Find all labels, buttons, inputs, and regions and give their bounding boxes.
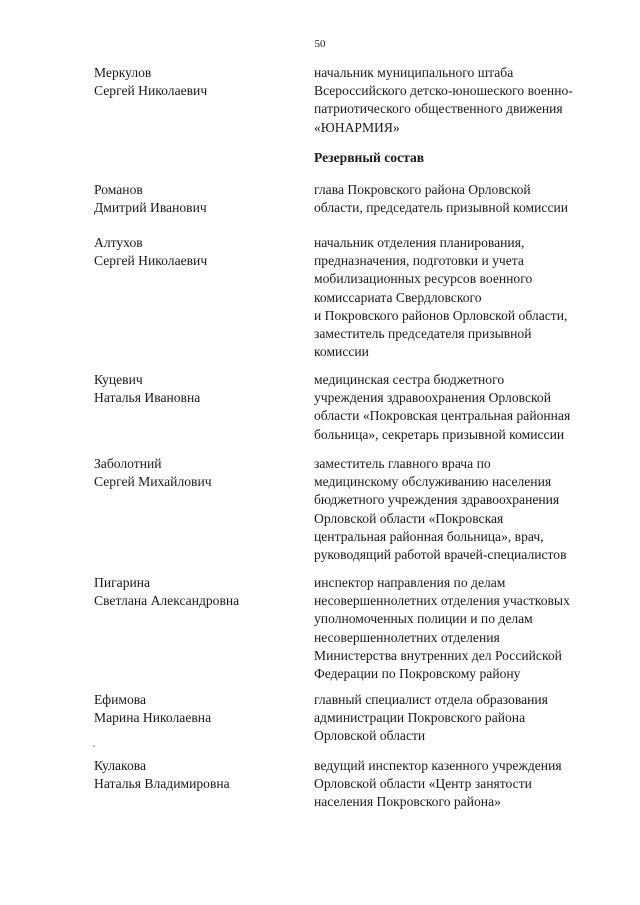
position-line: области «Покровская центральная районная — [314, 408, 571, 424]
member-given-names: Сергей Николаевич — [94, 83, 208, 99]
position-line: инспектор направления по делам — [314, 575, 506, 590]
position-line: Орловской области «Центр занятости — [314, 776, 532, 792]
member-given-names: Наталья Владимировна — [94, 776, 230, 792]
position-line: Федерации по Покровскому району — [314, 666, 521, 682]
position-line: начальник муниципального штаба — [314, 65, 514, 80]
position-line: заместитель главного врача по — [314, 456, 491, 471]
member-surname: Заболотний — [94, 456, 162, 471]
position-line: Министерства внутренних дел Российской — [314, 647, 562, 663]
member-given-names: Наталья Ивановна — [94, 390, 201, 406]
position-line: «ЮНАРМИЯ» — [314, 119, 400, 135]
position-line: начальник отделения планирования, — [314, 235, 525, 250]
member-name — [94, 574, 294, 610]
member-position — [314, 64, 614, 137]
member-name — [94, 64, 294, 100]
position-line: несовершеннолетних отделения — [314, 629, 500, 645]
position-line: предназначения, подготовки и учета — [314, 253, 524, 269]
position-line: несовершеннолетних отделения участковых — [314, 593, 570, 609]
position-line: патриотического общественного движения — [314, 101, 563, 117]
position-line: области, председатель призывной комиссии — [314, 200, 569, 216]
position-line: администрации Покровского района — [314, 710, 526, 726]
position-line: медицинская сестра бюджетного — [314, 372, 505, 387]
position-line: Орловской области — [314, 728, 426, 744]
position-line: Орловской области «Покровская — [314, 510, 504, 526]
position-line: глава Покровского района Орловской — [314, 182, 531, 197]
member-given-names: Сергей Николаевич — [94, 253, 208, 269]
member-name — [94, 371, 294, 407]
member-surname: Куцевич — [94, 372, 143, 387]
member-surname: Романов — [94, 182, 143, 197]
position-line: центральная районная больница», врач, — [314, 528, 544, 544]
member-position — [314, 234, 614, 361]
position-line: учреждения здравоохранения Орловской — [314, 390, 551, 406]
position-line: Всероссийского детско-юношеского военно- — [314, 83, 573, 99]
position-line: руководящий работой врачей-специалистов — [314, 547, 567, 563]
member-position — [314, 371, 614, 444]
member-position — [314, 455, 614, 564]
member-position — [314, 574, 614, 683]
member-name — [94, 691, 294, 727]
position-line: больница», секретарь призывной комиссии — [314, 426, 565, 442]
member-name — [94, 234, 294, 270]
position-line: ведущий инспектор казенного учреждения — [314, 758, 562, 773]
position-line: бюджетного учреждения здравоохранения — [314, 492, 560, 508]
position-line: и Покровского районов Орловской области, — [314, 307, 568, 323]
member-surname: Меркулов — [94, 65, 152, 80]
member-surname: Алтухов — [94, 235, 143, 250]
position-line: главный специалист отдела образования — [314, 692, 548, 707]
position-line: комиссариата Свердловского — [314, 289, 482, 305]
member-name — [94, 455, 294, 491]
reserve-section-heading: Резервный состав — [314, 150, 425, 165]
position-line: мобилизационных ресурсов военного — [314, 271, 533, 287]
member-surname: Ефимова — [94, 692, 147, 707]
member-given-names: Дмитрий Иванович — [94, 200, 207, 216]
position-line: комиссии — [314, 344, 369, 360]
member-given-names: Сергей Михайлович — [94, 474, 212, 490]
member-position — [314, 691, 614, 746]
member-given-names: Марина Николаевна — [94, 710, 212, 726]
member-surname: Пигарина — [94, 575, 151, 590]
position-line: заместитель председателя призывной — [314, 326, 532, 342]
member-position — [314, 757, 614, 812]
position-line: населения Покровского района» — [314, 794, 501, 810]
member-name — [94, 757, 294, 793]
position-line: уполномоченных полиции и по делам — [314, 611, 533, 627]
member-surname: Кулакова — [94, 758, 147, 773]
scan-speck — [93, 745, 95, 747]
page-number: 50 — [314, 38, 326, 50]
member-name — [94, 181, 294, 217]
position-line: медицинскому обслуживанию населения — [314, 474, 552, 490]
member-position — [314, 181, 614, 217]
member-given-names: Светлана Александровна — [94, 593, 240, 609]
